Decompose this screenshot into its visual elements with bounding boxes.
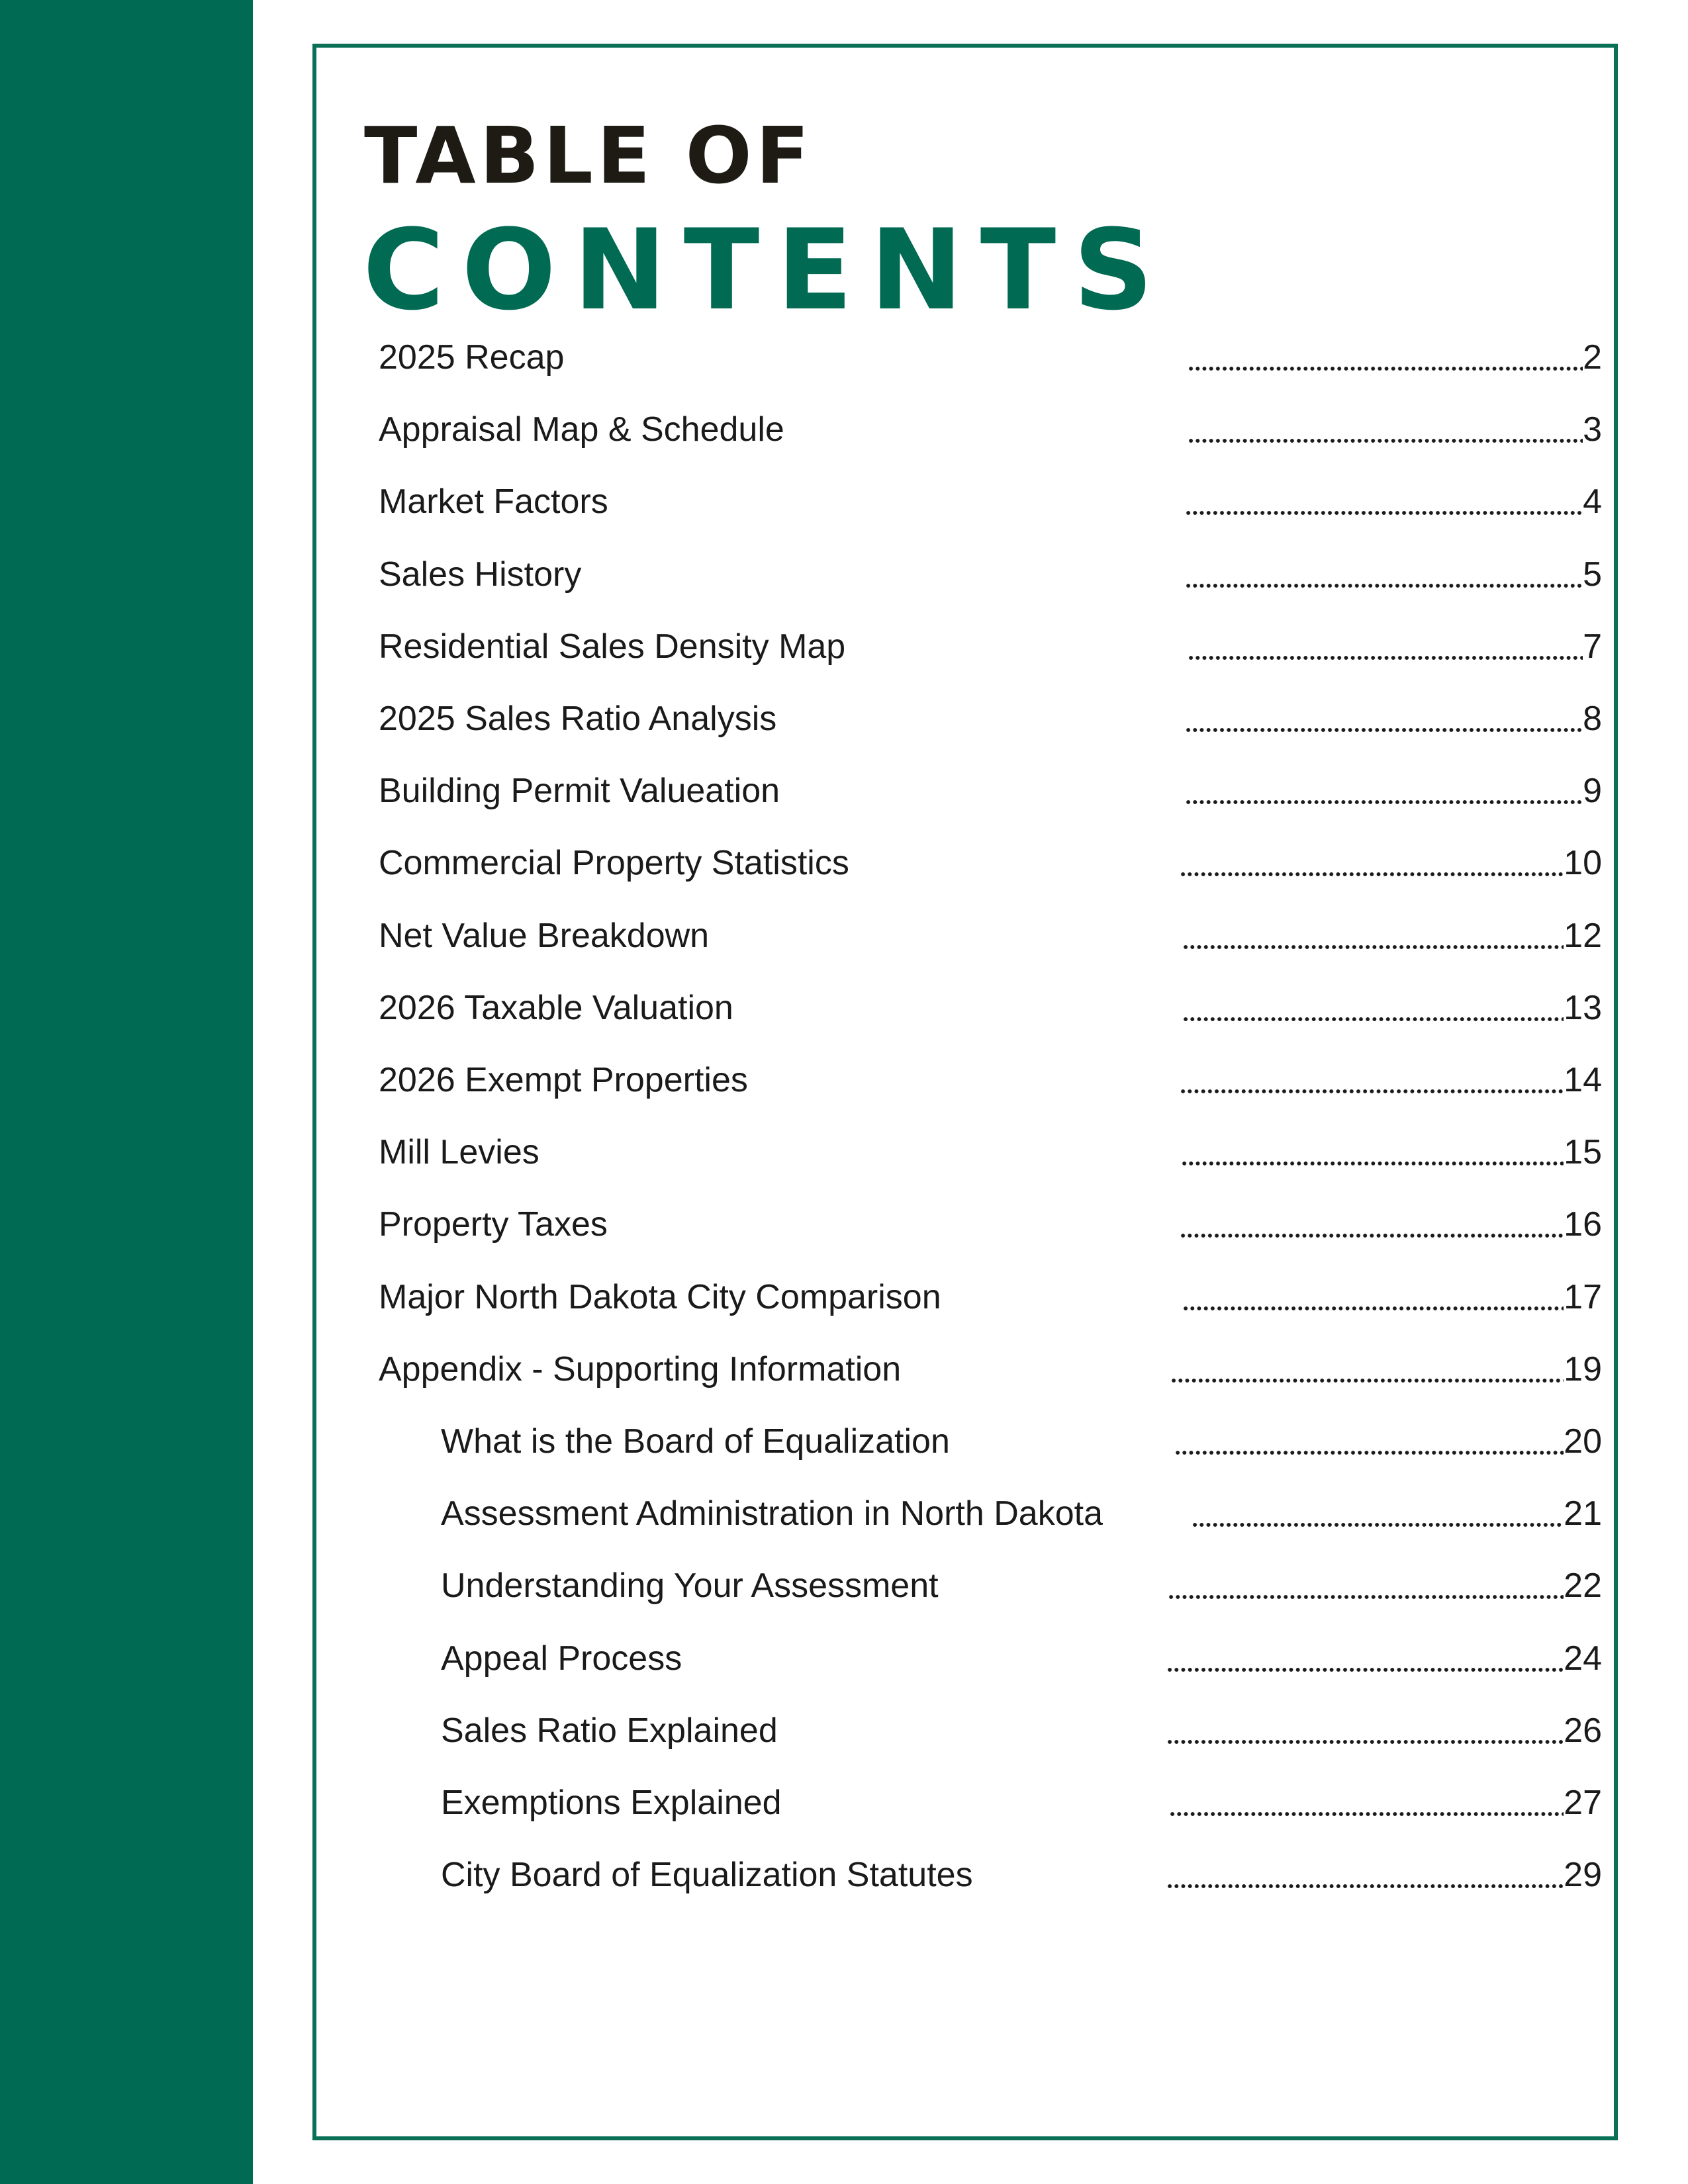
dot-leader — [1169, 1776, 1564, 1829]
toc-entry[interactable] — [379, 1198, 1602, 1251]
dot-leader — [1182, 981, 1564, 1034]
toc-page-number: 20 — [1564, 1422, 1602, 1461]
dot-leader — [1188, 331, 1583, 384]
toc-page-number: 15 — [1564, 1133, 1602, 1172]
toc-entry[interactable] — [379, 1848, 1602, 1901]
toc-entry-title: Major North Dakota City Comparison — [379, 1277, 941, 1316]
toc-entry[interactable] — [379, 620, 1602, 673]
dot-leader — [1188, 620, 1583, 673]
toc-page-number: 5 — [1583, 555, 1602, 594]
toc-entry-title: Sales History — [379, 555, 582, 594]
toc-leader — [1166, 1632, 1602, 1685]
toc-page-number: 26 — [1564, 1711, 1602, 1750]
toc-leader — [1169, 1776, 1602, 1829]
toc-entry-title: Mill Levies — [379, 1133, 539, 1172]
toc-entry[interactable] — [379, 981, 1602, 1034]
toc-entry[interactable] — [379, 1343, 1602, 1396]
dot-leader — [1166, 1848, 1564, 1901]
toc-leader — [1182, 1271, 1602, 1324]
toc-entry[interactable] — [379, 1632, 1602, 1685]
dot-leader — [1170, 1343, 1564, 1396]
toc-page-number: 27 — [1564, 1784, 1602, 1822]
toc-entry[interactable] — [379, 1054, 1602, 1107]
toc-entry-title: Appendix - Supporting Information — [379, 1349, 902, 1388]
toc-leader — [1185, 692, 1602, 745]
dot-leader — [1174, 1415, 1564, 1468]
toc-page-number: 2 — [1583, 338, 1602, 377]
toc-entry-title: Understanding Your Assessment — [441, 1567, 939, 1606]
toc-page-number: 3 — [1583, 410, 1602, 449]
toc-entry[interactable] — [379, 475, 1602, 528]
toc-entry-title: Building Permit Valueation — [379, 772, 780, 811]
toc-page-number: 17 — [1564, 1277, 1602, 1316]
dot-leader — [1166, 1704, 1564, 1757]
toc-entry[interactable] — [379, 1415, 1602, 1468]
toc-leader — [1188, 331, 1602, 384]
toc-entry-title: City Board of Equalization Statutes — [441, 1856, 973, 1895]
dot-leader — [1180, 1198, 1564, 1251]
toc-entry[interactable] — [379, 1487, 1602, 1540]
toc-page-number: 12 — [1564, 916, 1602, 955]
toc-leader — [1166, 1848, 1602, 1901]
dot-leader — [1185, 548, 1583, 601]
toc-entry-title: Residential Sales Density Map — [379, 627, 846, 666]
toc-leader — [1180, 837, 1602, 889]
toc-leader — [1180, 1198, 1602, 1251]
green-side-band — [0, 0, 253, 2184]
toc-page-number: 21 — [1564, 1494, 1602, 1533]
dot-leader — [1181, 1126, 1564, 1179]
dot-leader — [1185, 692, 1583, 745]
toc-entry-title: Commercial Property Statistics — [379, 844, 849, 883]
toc-entry-title: 2026 Exempt Properties — [379, 1061, 748, 1099]
toc-page-number: 4 — [1583, 482, 1602, 522]
toc-entry-title: Assessment Administration in North Dakota — [441, 1494, 1103, 1533]
toc-entry-title: 2026 Taxable Valuation — [379, 988, 733, 1027]
toc-entry[interactable] — [379, 692, 1602, 745]
toc-page-number: 16 — [1564, 1205, 1602, 1244]
toc-entry-title: Sales Ratio Explained — [441, 1711, 778, 1750]
toc-entry[interactable] — [379, 837, 1602, 889]
toc-entry-title: What is the Board of Equalization — [441, 1422, 950, 1461]
toc-leader — [1185, 548, 1602, 601]
toc-entry-title: 2025 Sales Ratio Analysis — [379, 700, 777, 738]
toc-entry-title: Property Taxes — [379, 1205, 608, 1244]
toc-leader — [1182, 909, 1602, 962]
toc-leader — [1192, 1487, 1602, 1540]
toc-page-number: 22 — [1564, 1567, 1602, 1606]
toc-entry[interactable] — [379, 1704, 1602, 1757]
toc-entry[interactable] — [379, 909, 1602, 962]
toc-leader — [1174, 1415, 1602, 1468]
toc-page-number: 19 — [1564, 1349, 1602, 1388]
toc-entry-title: Appraisal Map & Schedule — [379, 410, 784, 449]
heading-contents: CONTENTS — [363, 205, 1171, 335]
toc-leader — [1180, 1054, 1602, 1107]
dot-leader — [1185, 764, 1583, 817]
heading-table-of: TABLE OF — [364, 110, 814, 201]
toc-entry-title: Exemptions Explained — [441, 1784, 782, 1822]
toc-page-number: 8 — [1583, 700, 1602, 738]
toc-leader — [1185, 475, 1602, 528]
dot-leader — [1182, 909, 1564, 962]
toc-leader — [1168, 1559, 1602, 1612]
toc-leader — [1166, 1704, 1602, 1757]
toc-leader — [1185, 764, 1602, 817]
toc-entry[interactable] — [379, 1126, 1602, 1179]
toc-entry[interactable] — [379, 764, 1602, 817]
toc-page-number: 9 — [1583, 772, 1602, 811]
toc-page-number: 10 — [1564, 844, 1602, 883]
toc-entry-title: Market Factors — [379, 482, 608, 522]
dot-leader — [1168, 1559, 1564, 1612]
toc-entry-title: Net Value Breakdown — [379, 916, 710, 955]
dot-leader — [1180, 1054, 1564, 1107]
toc-entry[interactable] — [379, 1271, 1602, 1324]
dot-leader — [1192, 1487, 1564, 1540]
dot-leader — [1185, 475, 1583, 528]
toc-leader — [1188, 403, 1602, 456]
dot-leader — [1166, 1632, 1564, 1685]
toc-page-number: 7 — [1583, 627, 1602, 666]
dot-leader — [1180, 837, 1564, 889]
dot-leader — [1182, 1271, 1564, 1324]
toc-leader — [1181, 1126, 1602, 1179]
toc-page-number: 29 — [1564, 1856, 1602, 1895]
toc-entry-title: Appeal Process — [441, 1639, 682, 1678]
toc-leader — [1188, 620, 1602, 673]
toc-entry[interactable] — [379, 1776, 1602, 1829]
toc-leader — [1170, 1343, 1602, 1396]
toc-entry[interactable] — [379, 403, 1602, 456]
dot-leader — [1188, 403, 1583, 456]
toc-entry-title: 2025 Recap — [379, 338, 565, 377]
toc-leader — [1182, 981, 1602, 1034]
toc-entry[interactable] — [379, 1559, 1602, 1612]
toc-page-number: 13 — [1564, 988, 1602, 1027]
toc-entry[interactable] — [379, 331, 1602, 384]
toc-entry[interactable] — [379, 548, 1602, 601]
toc-page-number: 14 — [1564, 1061, 1602, 1099]
toc-page-number: 24 — [1564, 1639, 1602, 1678]
